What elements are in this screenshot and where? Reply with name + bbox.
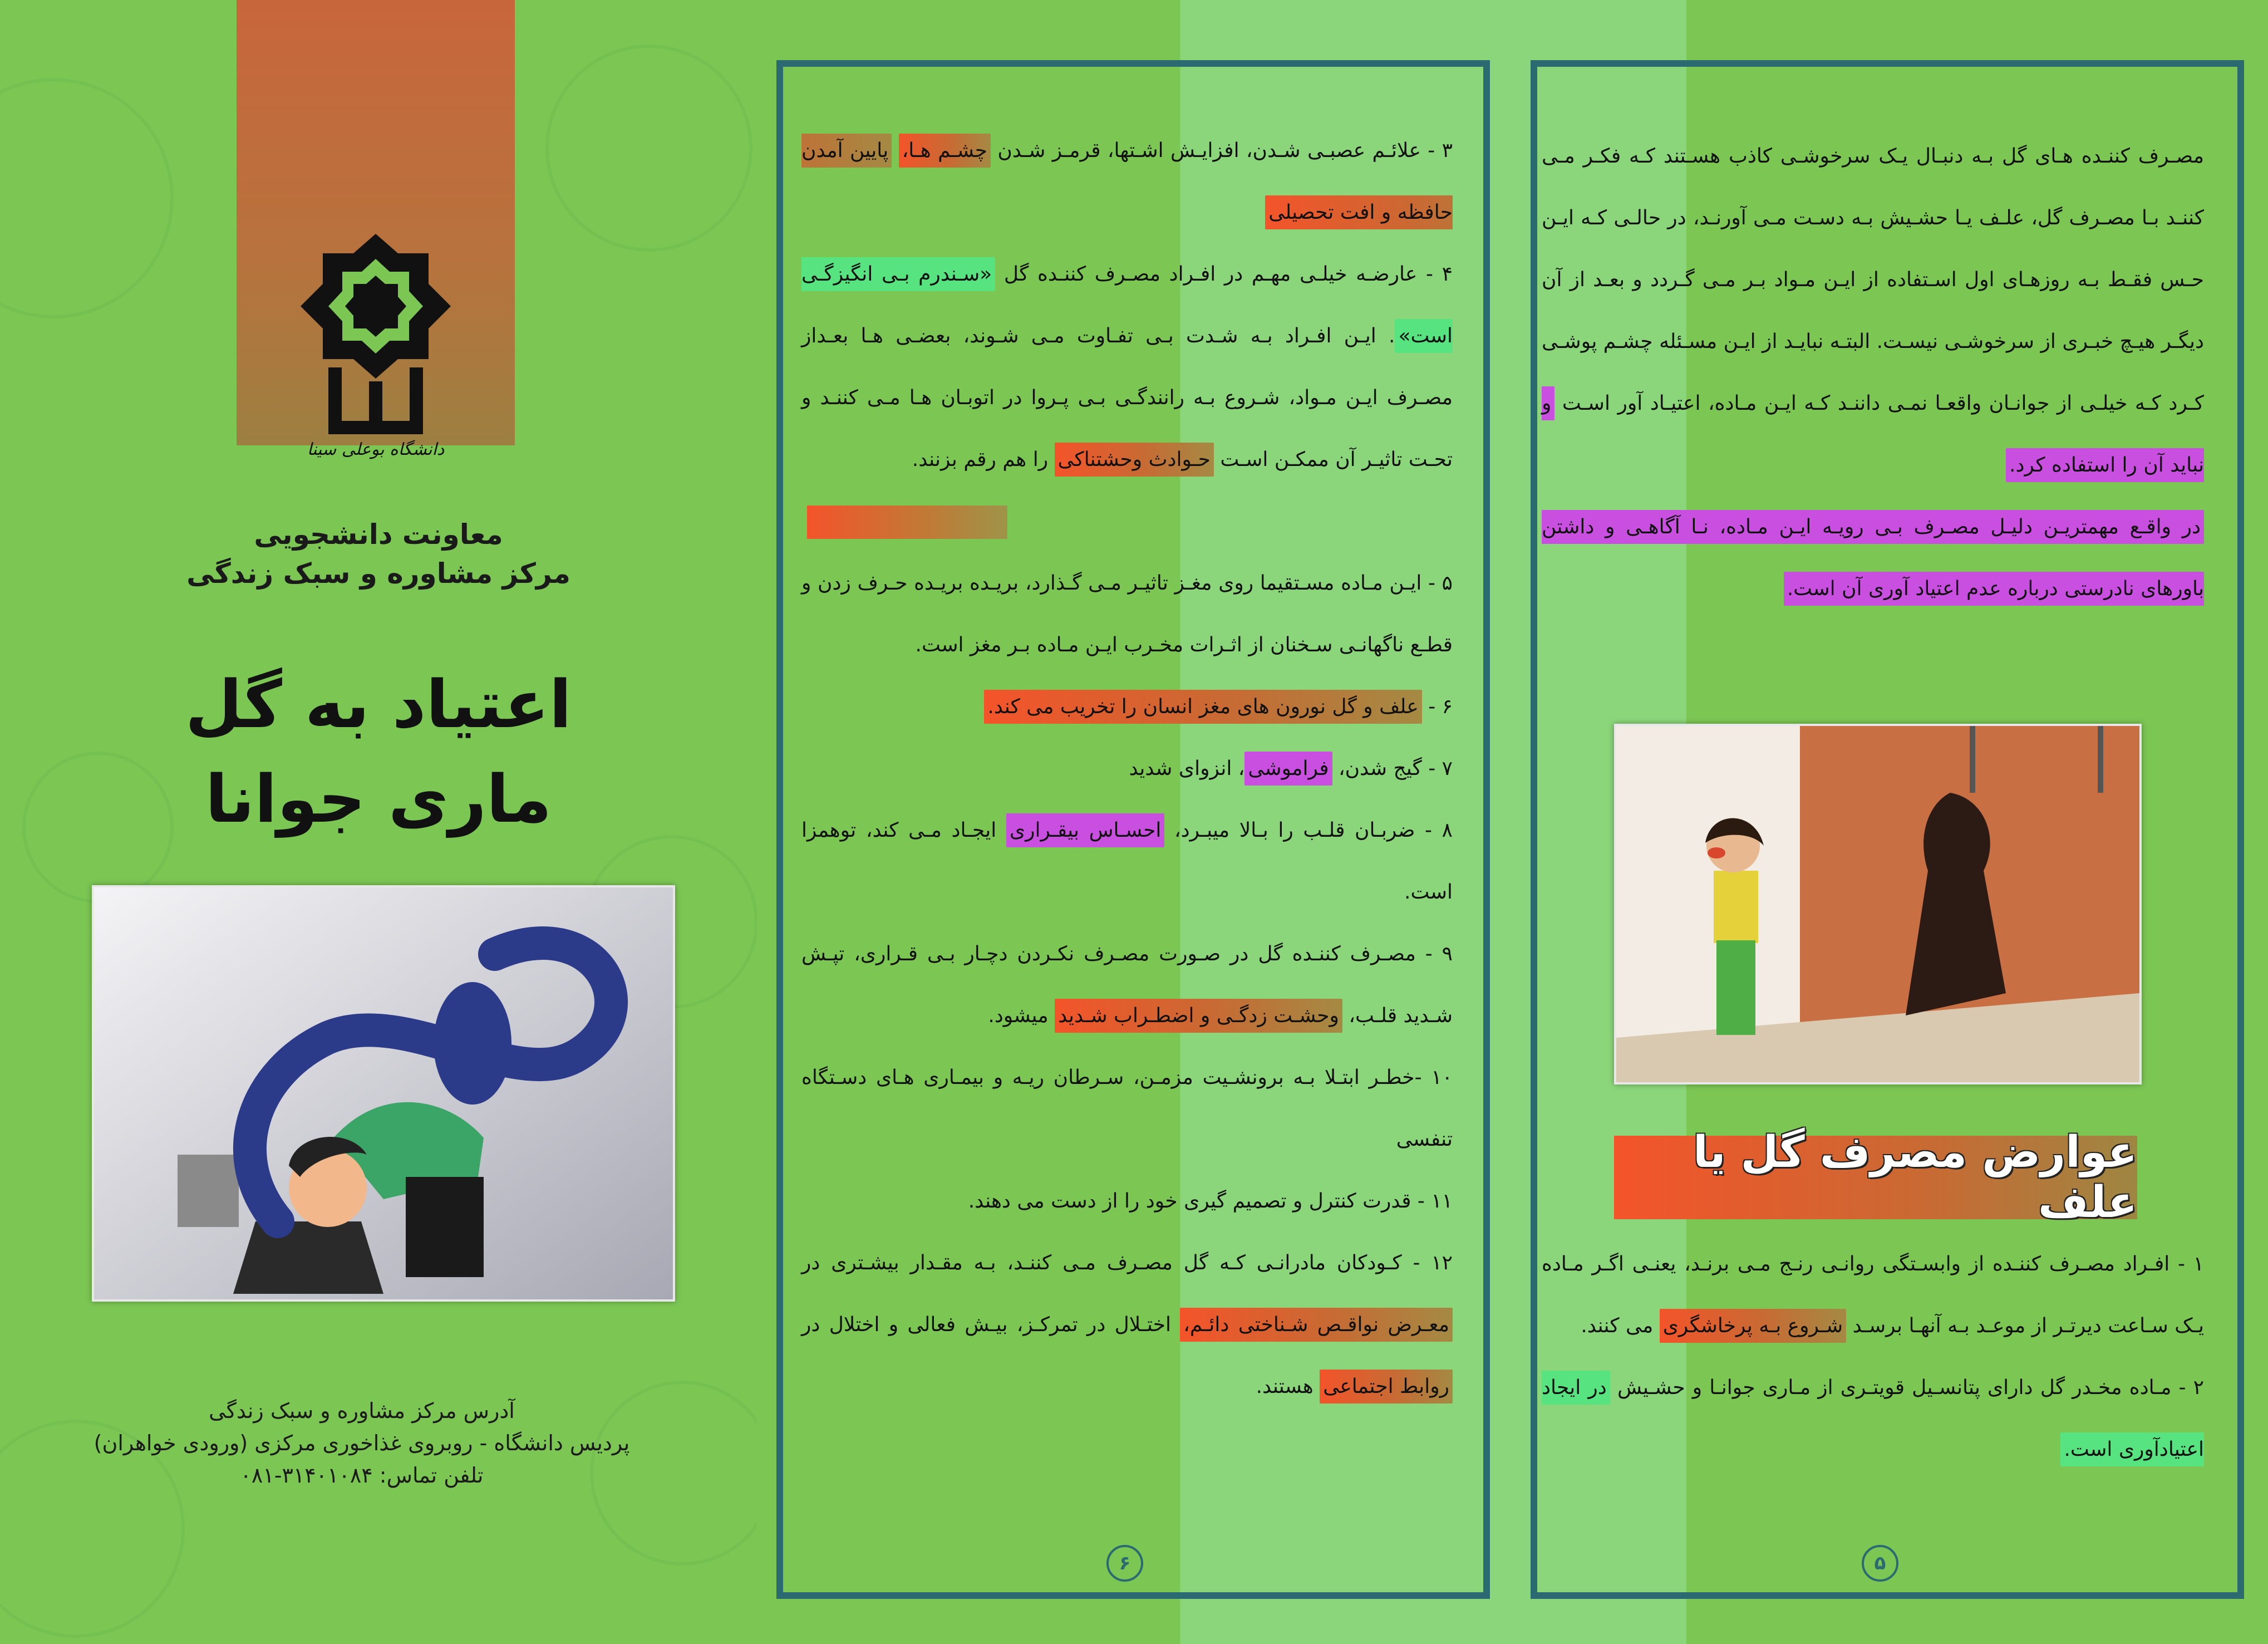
page-6-text bbox=[801, 120, 1453, 1417]
address-line: آدرس مرکز مشاوره و سبک زندگی bbox=[209, 1398, 515, 1423]
university-logo-icon bbox=[289, 228, 462, 462]
page-5-effects bbox=[1542, 1233, 2204, 1480]
page-number: ۶ bbox=[1106, 1545, 1143, 1582]
contact-phone: تلفن تماس: ۳۱۴۰۱۰۸۴-۰۸۱ bbox=[240, 1463, 484, 1488]
intro-paragraph: مصـرف کننـده هـای گل بـه دنبـال یـک سرخوشـی کاذب هسـتند کـه فکـر مـی کننـد بـا مصـرف گل، علـف یـا حشـیش بـه دسـت مـی آورنـد، در حالـی کـه ایـن حـس فقـط بـه روزهـای اول اسـتفاده از ایـن مـواد بـر مـی گـردد و بعـد از آن دیگـر هیـچ خبـری از سرخوشـی نیسـت. البتـه نبایـد از ایـن مسـئله چشـم پوشـی کـرد کـه خیلـی از جوانـان واقعـا نمـی داننـد کـه ایـن مـاده، اعتیـاد آور اسـت و نباید آن را استفاده کرد. bbox=[1542, 125, 2204, 496]
cover-panel bbox=[0, 0, 757, 1644]
address-line: پردیس دانشگاه - روبروی غذاخوری مرکزی (ورودی خواهران) bbox=[94, 1431, 630, 1455]
department-line: مرکز مشاوره و سبک زندگی bbox=[186, 557, 570, 590]
list-item: ۱۰ -خطـر ابتـلا بـه برونشـیت مزمـن، سـرطان ریـه و بیمـاری هـای دسـتگاه تنفسی bbox=[801, 1066, 1453, 1151]
page-5-illustration bbox=[1614, 724, 2142, 1084]
list-item: ۸ - ضربـان قلـب را بـالا میبـرد، احسـاس بیقـراری ایجـاد مـی کند، توهمزا است. bbox=[801, 799, 1453, 923]
page-5-intro bbox=[1542, 125, 2204, 620]
title-line: ماری جوانا bbox=[205, 760, 552, 837]
list-item: ۹ - مصـرف کننـده گل در صـورت مصـرف نکـردن دچـار بـی قـراری، تپـش شـدید قلـب، وحشـت زدگـی و اضطـراب شـدید میشود. bbox=[801, 923, 1453, 1047]
title-line: اعتیاد به گل bbox=[185, 666, 572, 743]
logo-caption: دانشگاه بوعلی سینا bbox=[307, 440, 445, 459]
page-number: ۵ bbox=[1862, 1545, 1898, 1582]
department-line: معاونت دانشجویی bbox=[254, 518, 503, 551]
floral-ornament bbox=[0, 78, 174, 318]
address-block bbox=[56, 1395, 668, 1491]
list-item: ۴ - عارضـه خیلـی مهـم در افـراد مصـرف کننـده گل «سـندرم بـی انگیزگـی است». ایـن افـراد بـه شـدت بـی تفـاوت مـی شـوند، بعضـی هـا بعـداز مصـرف ایـن مـواد، شـروع بـه رانندگـی بـی پـروا در اتوبـان هـا مـی کننـد و تحـت تاثیـر آن ممکـن اسـت حـوادث وحشتناکی را هم رقم بزنند. bbox=[801, 243, 1453, 490]
section-heading: عوارض مصرف گل یا علف bbox=[1614, 1136, 2137, 1219]
cover-title bbox=[111, 657, 646, 846]
list-item: ۳ - علائـم عصبـی شـدن، افزایـش اشـتها، قرمـز شـدن چشـم هـا، پایین آمدن حافظه و افت تحصیلی bbox=[801, 120, 1453, 243]
department bbox=[167, 515, 590, 593]
intro-highlight: در واقـع مهمتریـن دلیـل مصـرف بـی رویـه ایـن مـاده، نـا آگاهـی و داشتن باورهای نادرستی درباره عدم اعتیاد آوری آن است. bbox=[1542, 496, 2204, 620]
list-item: ۵ - ایـن مـاده مسـتقیما روی مغـز تاثیـر مـی گـذارد، بریـده بریـده حـرف زدن و قطـع ناگهانـی سـخنان از اثـرات مخـرب ایـن مـاده بـر مغز است. bbox=[801, 572, 1453, 656]
highlight-bar bbox=[801, 490, 1007, 552]
floral-ornament bbox=[545, 45, 752, 252]
list-item: ۱۱ - قدرت کنترل و تصمیم گیری خود را از دست می دهند. bbox=[968, 1190, 1453, 1213]
list-item: ۱۲ - کـودکان مادرانـی کـه گل مصـرف مـی کننـد، بـه مقـدار بیشـتری در معـرض نواقـص شـناختی دائـم، اختـلال در تمرکـز، بیـش فعالی و اختلال در روابط اجتماعی هستند. bbox=[801, 1232, 1453, 1417]
list-item: ۷ - گیج شدن، فراموشی، انزوای شدید bbox=[801, 738, 1453, 799]
list-item: ۶ - علف و گل نورون های مغز انسان را تخریب می کند. bbox=[801, 676, 1453, 738]
list-item: ۱ - افـراد مصـرف کننـده از وابسـتگی روانـی رنـج مـی برنـد، یعنـی اگـر مـاده یـک سـاعت دیرتـر از موعـد بـه آنهـا برسـد شـروع بـه پرخاشگری می کنند. bbox=[1542, 1233, 2204, 1357]
cover-illustration bbox=[92, 885, 675, 1302]
list-item: ۲ - مـاده مخـدر گل دارای پتانسـیل قویتـری از مـاری جوانـا و حشـیش در ایجاد اعتیادآوری است. bbox=[1542, 1357, 2204, 1480]
